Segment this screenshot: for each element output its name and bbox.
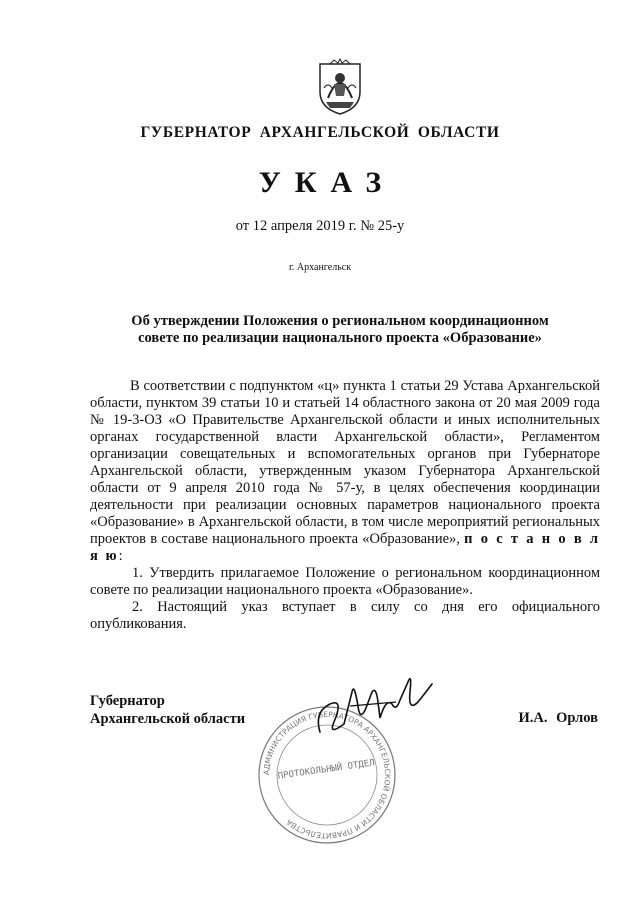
decree-word: п о с т а н о в л я ю [90,531,601,564]
coat-of-arms-icon [316,58,364,116]
title-line-1: Об утверждении Положения о региональном координационном [131,313,549,329]
document-type: УКАЗ [258,166,396,199]
signer-position-line-2: Архангельской области [90,711,246,727]
city: г. Архангельск [288,262,352,273]
signer-position [90,692,245,728]
signer-name: И.А. Орлов [518,710,598,726]
document-title [90,313,590,347]
document-body [90,378,600,633]
issuing-authority: ГУБЕРНАТОР АРХАНГЕЛЬСКОЙ ОБЛАСТИ [140,124,500,141]
item-1: 1. Утвердить прилагаемое Положение о региональном координационном совете по реализации национального проекта «Образование». [90,565,600,598]
preamble-paragraph [90,378,600,565]
title-line-2: совете по реализации национального проекта «Образование» [138,330,542,346]
stamp-center-text: ПРОТОКОЛЬНЫЙ ОТДЕЛ [277,758,376,782]
decree-colon: : [118,548,123,564]
item-2: 2. Настоящий указ вступает в силу со дня его официального опубликования. [90,599,600,632]
handwritten-signature [300,662,450,742]
stamp-ring-text: АДМИНИСТРАЦИЯ ГУБЕРНАТОРА АРХАНГЕЛЬСКОЙ ОБЛАСТИ И ПРАВИТЕЛЬСТВА [261,709,393,841]
date-and-number: от 12 апреля 2019 г. № 25-у [235,218,405,234]
signer-position-line-1: Губернатор [90,693,165,709]
preamble-text: В соответствии с подпунктом «ц» пункта 1 статьи 29 Устава Архангельской области, пунктом 39 статьи 10 и статьей 14 областного закона от 20 мая 2009 года № 19-3-ОЗ «О Правительстве Архангельской области и иных исполнительных органах государственной власти Архангельской области», Регламентом организации совещательных и вспомогательных органов при Губернаторе Архангельской области, утвержденным указом Губернатора Архангельской области от 9 апреля 2010 года № 57-у, в целях обеспечения координации деятельности при реализации основных параметров национального проекта «Образование» в Архангельской области, в том числе мероприятий региональных проектов в составе национального проекта «Образование», [90,378,600,547]
